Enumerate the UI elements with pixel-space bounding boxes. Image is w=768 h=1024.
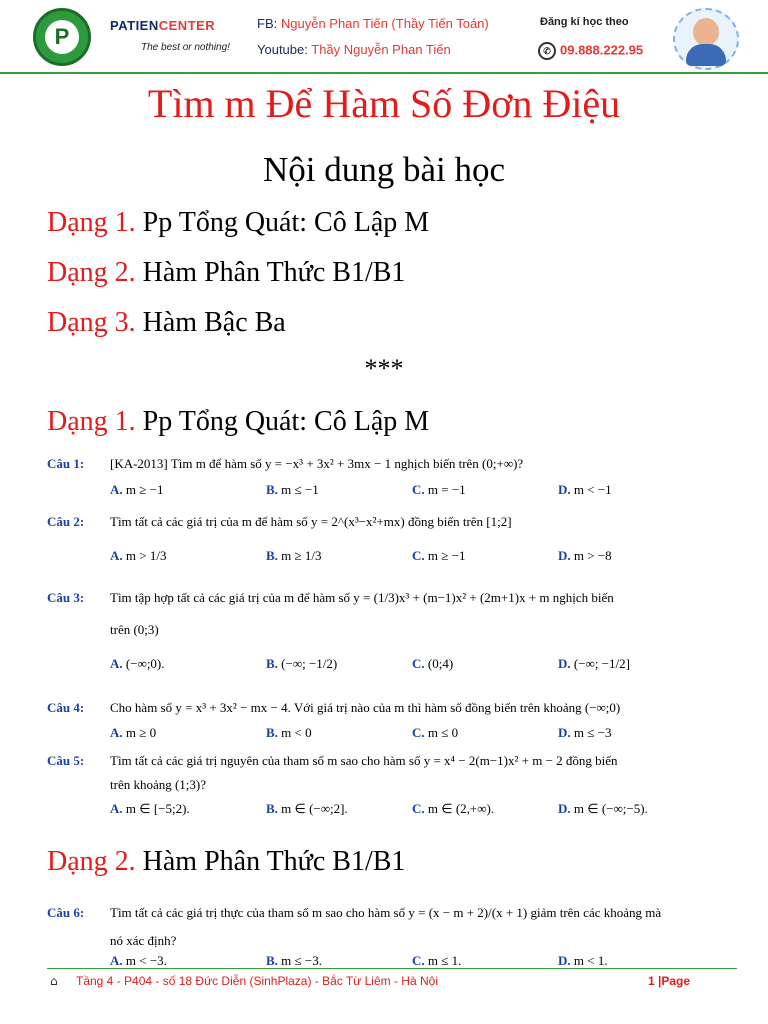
- page-title: Tìm m Để Hàm Số Đơn Điệu: [147, 81, 621, 126]
- option-a: A. m ≥ −1: [110, 482, 164, 497]
- option-b: B. m ≤ −3.: [266, 953, 322, 968]
- option-c: C. m = −1: [412, 482, 466, 497]
- question-text: Tìm tất cả các giá trị của m để hàm số y = 2^(x³−x²+mx) đồng biến trên [1;2]: [110, 514, 512, 529]
- question-text-cont: nó xác định?: [110, 933, 177, 948]
- question-text: Cho hàm số y = x³ + 3x² − mx − 4. Với giá trị nào của m thì hàm số đồng biến trên khoảng (−∞;0): [110, 700, 621, 715]
- lesson-content-heading: Nội dung bài học: [262, 150, 506, 189]
- option-b: B. (−∞; −1/2): [266, 656, 338, 671]
- option-a: A. m < −3.: [110, 953, 167, 968]
- footer-divider: [47, 968, 737, 969]
- option-c: C. m ≥ −1: [412, 548, 466, 563]
- option-c: C. m ∈ (2,+∞).: [412, 801, 495, 816]
- youtube-info: Youtube: Thầy Nguyễn Phan Tiến: [257, 42, 451, 57]
- question-text: Tìm tất cả các giá trị nguyên của tham số m sao cho hàm số y = x⁴ − 2(m−1)x² + m − 2 đồng biến: [110, 753, 618, 768]
- question-text-cont: trên khoảng (1;3)?: [110, 777, 207, 792]
- option-d: D. m ∈ (−∞;−5).: [558, 801, 648, 816]
- section-heading-2: Dạng 2. Hàm Phân Thức B1/B1: [47, 846, 406, 877]
- section-heading-1: Dạng 1. Pp Tổng Quát: Cô Lập M: [47, 406, 430, 437]
- toc-item-3: Dạng 3. Hàm Bậc Ba: [47, 307, 286, 338]
- phone-icon: ✆: [538, 42, 556, 60]
- question-text-cont: trên (0;3): [110, 622, 159, 637]
- option-b: B. m ≥ 1/3: [266, 548, 322, 563]
- question-label: Câu 2:: [47, 514, 85, 529]
- option-c: C. m ≤ 0: [412, 725, 459, 740]
- header-divider: [0, 72, 768, 74]
- facebook-info: FB: Nguyễn Phan Tiến (Thầy Tiến Toán): [257, 16, 489, 31]
- phone-info: ✆ 09.888.222.95: [538, 42, 643, 60]
- teacher-avatar: [673, 8, 739, 70]
- option-d: D. (−∞; −1/2]: [558, 656, 630, 671]
- register-text: Đăng kí học theo: [540, 16, 629, 28]
- question-label: Câu 5:: [47, 753, 85, 768]
- option-b: B. m ∈ (−∞;2].: [266, 801, 348, 816]
- page-number: 1 |Page: [648, 974, 691, 988]
- option-c: C. (0;4): [412, 656, 454, 671]
- question-text: Tìm tập hợp tất cả các giá trị của m để hàm số y = (1/3)x³ + (m−1)x² + (2m+1)x + m nghịch biến: [110, 590, 614, 605]
- option-b: B. m ≤ −1: [266, 482, 319, 497]
- question-label: Câu 3:: [47, 590, 85, 605]
- option-d: D. m ≤ −3: [558, 725, 612, 740]
- page-header: [0, 0, 768, 72]
- option-d: D. m < −1: [558, 482, 612, 497]
- brand-name: PATIENCENTER: [110, 18, 216, 33]
- question-text: [KA-2013] Tìm m để hàm số y = −x³ + 3x² + 3mx − 1 nghịch biến trên (0;+∞)?: [110, 456, 524, 471]
- brand-slogan: The best or nothing!: [141, 42, 230, 53]
- logo: P: [33, 8, 91, 66]
- separator-stars: ***: [364, 354, 404, 383]
- option-d: D. m < 1.: [558, 953, 608, 968]
- option-a: A. (−∞;0).: [110, 656, 165, 671]
- toc-item-2: Dạng 2. Hàm Phân Thức B1/B1: [47, 257, 406, 288]
- option-a: A. m ≥ 0: [110, 725, 157, 740]
- option-a: A. m ∈ [−5;2).: [110, 801, 190, 816]
- option-d: D. m > −8: [558, 548, 612, 563]
- footer-address: Tầng 4 - P404 - số 18 Đức Diễn (SinhPlaza) - Bắc Từ Liêm - Hà Nội: [76, 974, 438, 988]
- option-c: C. m ≤ 1.: [412, 953, 462, 968]
- home-icon: ⌂: [50, 974, 58, 988]
- toc-item-1: Dạng 1. Pp Tổng Quát: Cô Lập M: [47, 207, 430, 238]
- question-label: Câu 6:: [47, 905, 85, 920]
- question-label: Câu 4:: [47, 700, 85, 715]
- option-b: B. m < 0: [266, 725, 312, 740]
- option-a: A. m > 1/3: [110, 548, 167, 563]
- question-text: Tìm tất cả các giá trị thực của tham số m sao cho hàm số y = (x − m + 2)/(x + 1) giảm trên các khoảng mà: [110, 905, 662, 920]
- question-label: Câu 1:: [47, 456, 85, 471]
